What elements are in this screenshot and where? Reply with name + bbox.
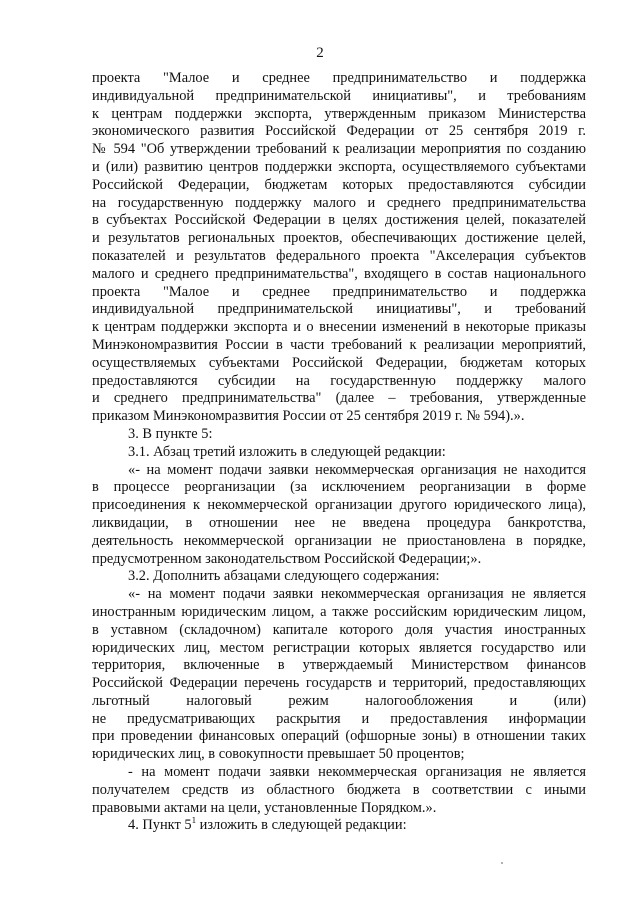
text-line: на государственную поддержку малого и среднего предпринимательства (92, 194, 586, 211)
text-line: 3.2. Дополнить абзацами следующего содержания: (128, 568, 440, 585)
text-line: юридических лиц, местом регистрации которых является государство или (92, 639, 586, 656)
page-number: 2 (316, 45, 324, 61)
text-line: предоставляются субсидии на государственную поддержку малого (92, 372, 586, 389)
text-line: проекта "Малое и среднее предпринимательство и поддержка (92, 283, 586, 300)
document-body (92, 70, 586, 835)
text-line: при проведении финансовых операций (офшорные зоны) в отношении таких (92, 728, 586, 745)
text-line: деятельность некоммерческой организации не приостановлена в порядке, (92, 532, 586, 549)
text-line: 3. В пункте 5: (128, 425, 213, 442)
text-line: ликвидации, в отношении нее не введена процедура банкротства, (92, 514, 586, 531)
text-line: правовыми актами на цели, установленные Порядком.». (92, 799, 437, 816)
text-line: приказом Минэкономразвития России от 25 сентября 2019 г. № 594).». (92, 408, 525, 425)
text-line: к центрам поддержки экспорта, утвержденным приказом Министерства (92, 105, 586, 122)
text-line: индивидуальной предпринимательской инициативы", и требований (92, 301, 586, 318)
text-line: территория, включенные в утверждаемый Министерством финансов (92, 657, 586, 674)
text-line: осуществляемых субъектами Российской Федерации, бюджетам которых (92, 354, 586, 371)
text-line: предусмотренном законодательством Российской Федерации;». (92, 550, 482, 567)
text-line: льготный налоговый режим налогообложения и (или) (92, 692, 586, 709)
text-line: малого и среднего предпринимательства", входящего в состав национального (92, 265, 586, 282)
text-line: № 594 "Об утверждении требований к реализации мероприятия по созданию (92, 141, 586, 158)
text-line (92, 817, 586, 835)
text-line: экономического развития Российской Федерации от 25 сентября 2019 г. (92, 123, 586, 140)
text-line: и (или) развитию центров поддержки экспорта, осуществляемого субъектами (92, 158, 586, 175)
text-line: - на момент подачи заявки некоммерческая организация не является (128, 764, 586, 781)
text-line: юридических лиц, в совокупности превышает 50 процентов; (92, 746, 465, 763)
text-fragment: изложить в следующей редакции: (196, 817, 407, 834)
text-line: «- на момент подачи заявки некоммерческая организация не находится (128, 461, 586, 478)
text-line: к центрам поддержки экспорта и о внесении изменений в некоторые приказы (92, 319, 586, 336)
superscript: 1 (191, 817, 197, 826)
text-line: не предусматривающих раскрытия и предоставления информации (92, 710, 586, 727)
text-line: Минэкономразвития России в части требований к реализации мероприятий, (92, 336, 586, 353)
text-line: Российской Федерации, бюджетам которых предоставляются субсидии (92, 176, 586, 193)
text-line: индивидуальной предпринимательской инициативы", и требованиям (92, 87, 586, 104)
text-line: и среднего предпринимательства" (далее – требования, утвержденные (92, 390, 586, 407)
text-line: 3.1. Абзац третий изложить в следующей редакции: (128, 443, 446, 460)
text-fragment: 4. Пункт 5 (128, 817, 192, 834)
text-line: Российской Федерации перечень государств и территорий, предоставляющих (92, 675, 586, 692)
text-line: в субъектах Российской Федерации в целях достижения целей, показателей (92, 212, 586, 229)
text-line: «- на момент подачи заявки некоммерческая организация не является (128, 586, 586, 603)
text-line: в процессе реорганизации (за исключением реорганизации в форме (92, 479, 586, 496)
text-line: иностранным юридическим лицом, а также российским юридическим лицом, (92, 603, 586, 620)
text-line: присоединения к некоммерческой организации другого юридического лица), (92, 497, 586, 514)
text-line: проекта "Малое и среднее предпринимательство и поддержка (92, 70, 586, 86)
scan-speck (501, 862, 503, 864)
text-line: в уставном (складочном) капитале которого доля участия иностранных (92, 621, 586, 638)
text-line: получателем средств из областного бюджета в соответствии с иными (92, 781, 586, 798)
text-line: и результатов региональных проектов, обеспечивающих достижение целей, (92, 230, 586, 247)
text-line: показателей и результатов федерального проекта "Акселерация субъектов (92, 247, 586, 264)
